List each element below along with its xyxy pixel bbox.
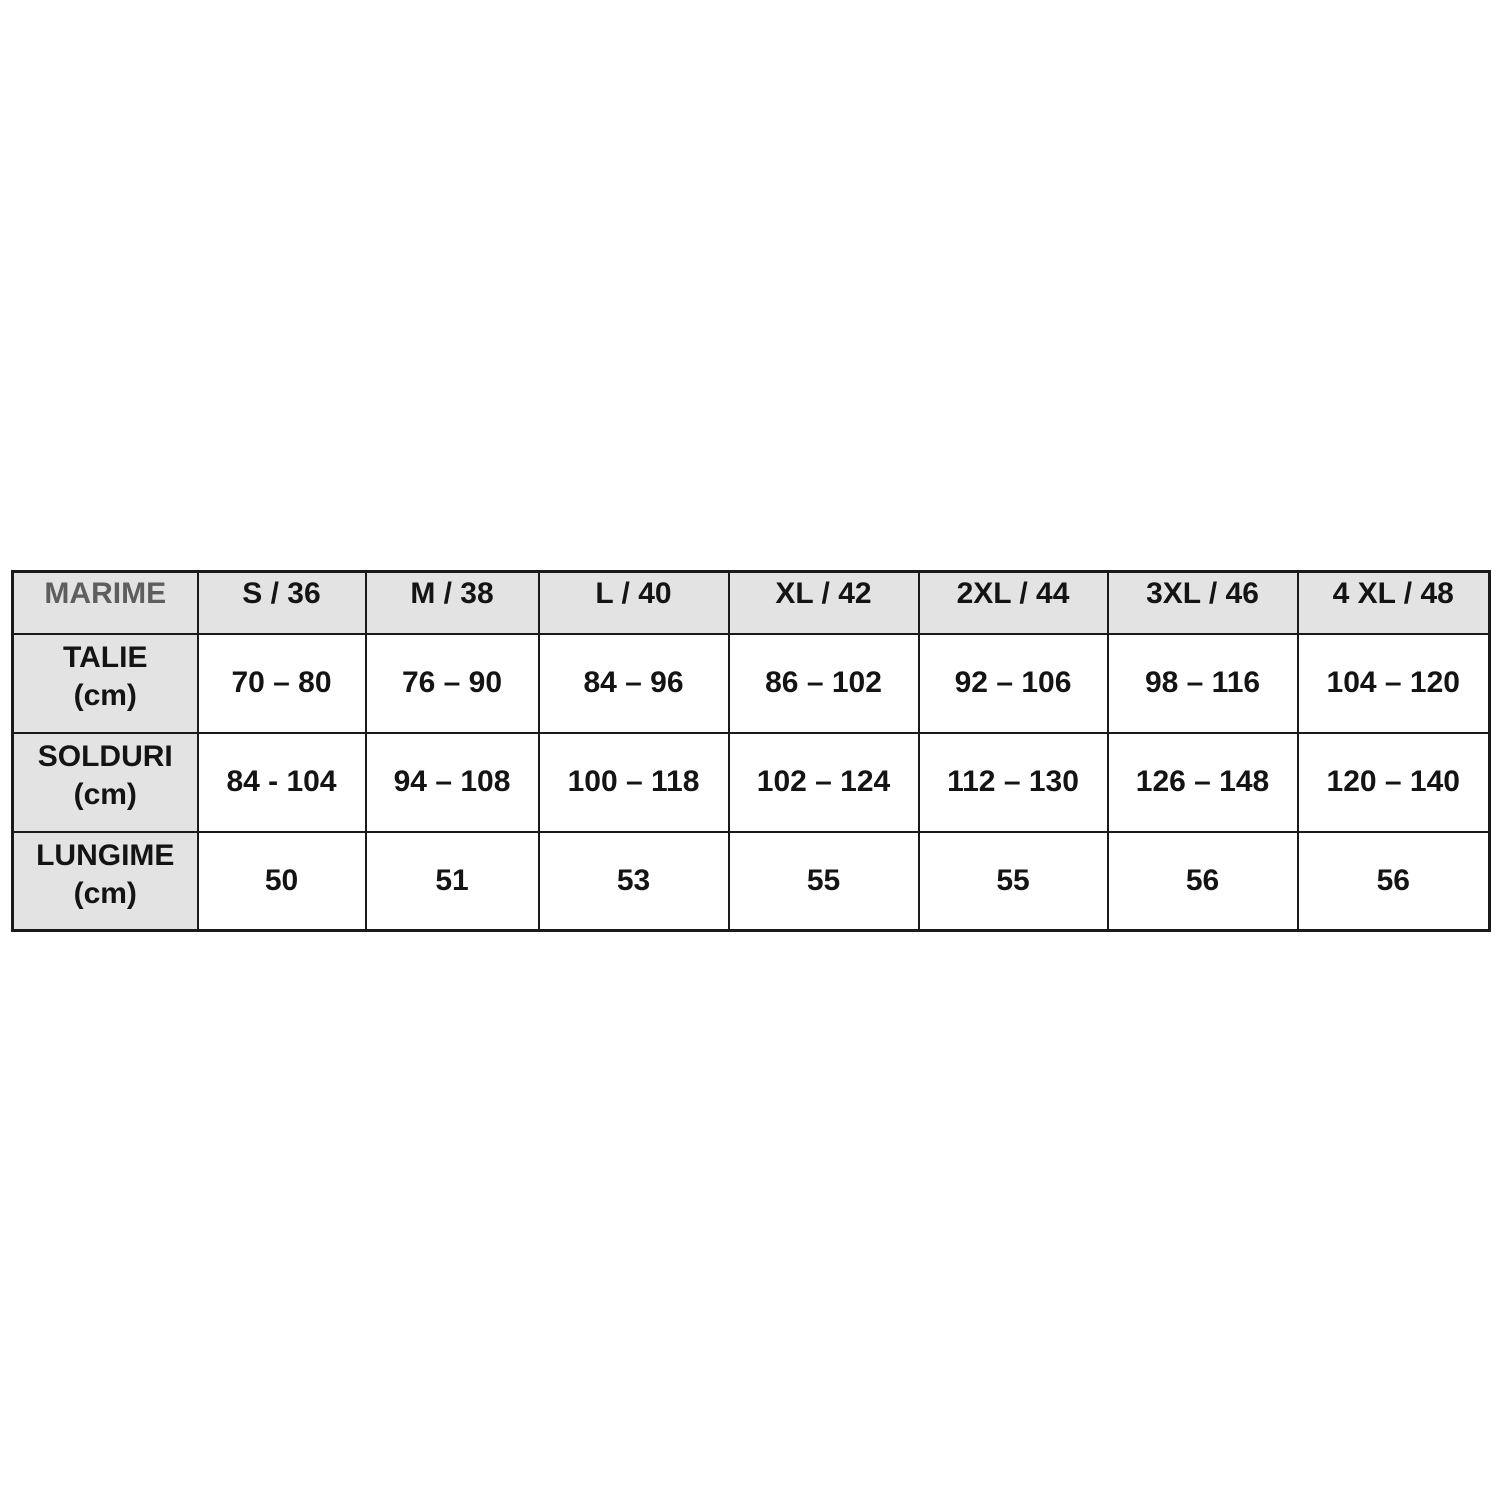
row-label-text: TALIE	[63, 640, 148, 674]
table-row-lungime	[13, 832, 1490, 931]
table-row-solduri	[13, 733, 1490, 832]
table-cell: 126 – 148	[1108, 733, 1298, 832]
table-cell: 53	[539, 832, 729, 931]
table-cell: 112 – 130	[919, 733, 1108, 832]
table-cell: 76 – 90	[366, 634, 539, 733]
table-cell: 56	[1108, 832, 1298, 931]
table-cell: 98 – 116	[1108, 634, 1298, 733]
table-cell: 100 – 118	[539, 733, 729, 832]
size-header: XL / 42	[729, 572, 919, 634]
corner-label-marime: MARIME	[13, 572, 198, 634]
size-header: 3XL / 46	[1108, 572, 1298, 634]
table-cell: 84 – 96	[539, 634, 729, 733]
table-cell: 102 – 124	[729, 733, 919, 832]
table-cell: 55	[919, 832, 1108, 931]
table-cell: 70 – 80	[198, 634, 366, 733]
row-label-solduri	[13, 733, 198, 832]
row-label-unit: (cm)	[73, 777, 137, 811]
row-label-text: SOLDURI	[37, 739, 173, 773]
row-label-unit: (cm)	[73, 678, 137, 712]
size-header: 4 XL / 48	[1298, 572, 1490, 634]
size-header: S / 36	[198, 572, 366, 634]
size-header: 2XL / 44	[919, 572, 1108, 634]
size-header: L / 40	[539, 572, 729, 634]
table-cell: 51	[366, 832, 539, 931]
table-cell: 92 – 106	[919, 634, 1108, 733]
table-cell: 86 – 102	[729, 634, 919, 733]
size-chart-table	[11, 570, 1491, 932]
table-cell: 50	[198, 832, 366, 931]
size-header: M / 38	[366, 572, 539, 634]
row-label-unit: (cm)	[73, 876, 137, 910]
row-label-lungime	[13, 832, 198, 931]
table-row-talie	[13, 634, 1490, 733]
table-cell: 94 – 108	[366, 733, 539, 832]
table-cell: 120 – 140	[1298, 733, 1490, 832]
table-cell: 84 - 104	[198, 733, 366, 832]
table-cell: 56	[1298, 832, 1490, 931]
row-label-talie	[13, 634, 198, 733]
row-label-text: LUNGIME	[36, 838, 175, 872]
table-cell: 104 – 120	[1298, 634, 1490, 733]
table-cell: 55	[729, 832, 919, 931]
header-row	[13, 572, 1490, 634]
